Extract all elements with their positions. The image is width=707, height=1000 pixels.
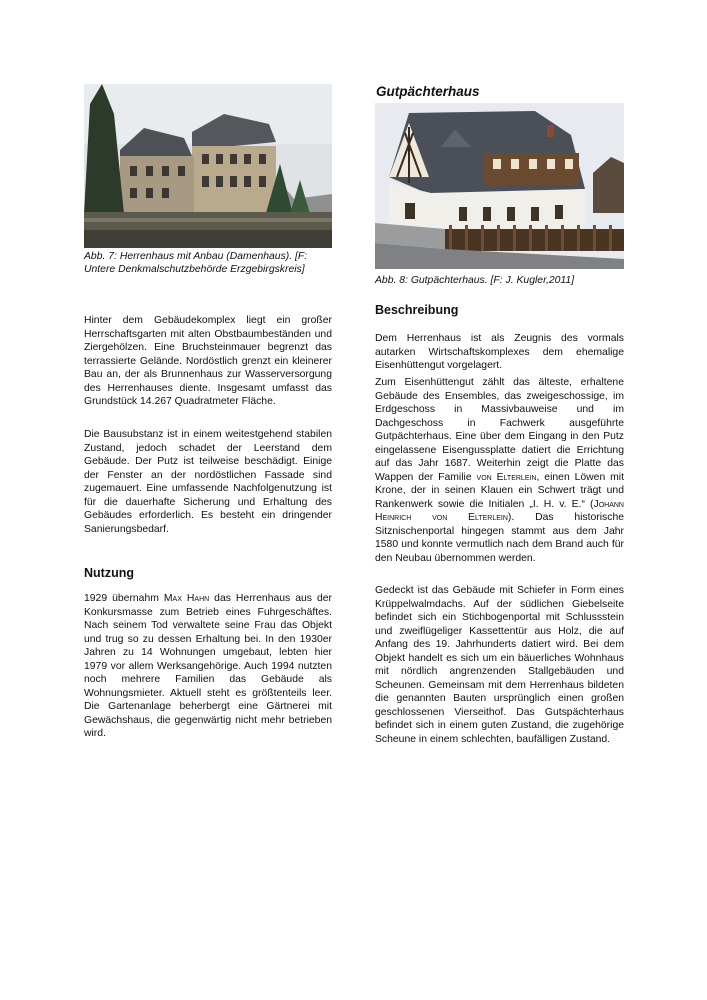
gutpaechterhaus-headline: Gutpächterhaus [376,84,480,99]
beschreibung-heading: Beschreibung [375,303,459,317]
nutzung-text-end: das Herrenhaus aus der Konkursmasse zum Betrieb eines Fuhrgeschäftes. Nach seinem Tod verwaltete seine Frau das Objekt und trug so zu dessen Erhaltung bei. In den 1930er Jahren zu 14 Wohnungen umgebaut, lebten hier 1979 vor allem Werksangehörige. Auch 1994 nutzten noch mehrere Familien das Gebäude als Wohnungsmieter. Aktuell steht es größtenteils leer. Die Gartenanlage beherbergt eine Gärtnerei mit Gewächshaus, die gegenwärtig nicht mehr betrieben wird. [84,593,332,739]
figure-8-photo [375,103,624,269]
beschreibung-intro-paragraph: Dem Herrenhaus ist als Zeugnis des vormals autarken Wirtschaftskomplexes dem ehemalige Eisenhüttengut vorgelagert. [375,333,624,371]
nutzung-text-start: 1929 übernahm [84,593,164,604]
family-name: von Elterlein [476,471,537,483]
garden-paragraph: Hinter dem Gebäudekomplex liegt ein großer Herrschaftsgarten mit alten Obstbaumbeständen und Ziergehölzen. Eine Bruchsteinmauer begrenzt das terrassierte Gelände. Nordöstlich grenzt ein kleinerer Bau an, der als Brunnenhaus zur Wasserversorgung des Herrenhauses diente. Insgesamt umfasst das Grundstück 14.267 Quadratmeter Fläche. [84,315,332,407]
eisenhuettengut-text-a: Zum Eisenhüttengut zählt das älteste, erhaltene Gebäude des Ensembles, das zweigeschossige, im Erdgeschoss in Massivbauweise und im Dachgeschoss in Fachwerk ausgeführte Gutpächterhaus. Eine über dem Eingang in den Putz eingelassene Eisengussplatte datiert die Errichtung auf das Jahr 1687. Weiterhin zeigt die Platte das Wappen der Familie [375,377,624,483]
initials-name: Johann Heinrich von Elterlein [375,498,624,523]
figure-7-photo [84,84,332,248]
eisenhuettengut-paragraph [375,376,624,565]
nutzung-paragraph [84,592,332,741]
eisenhuettengut-text-c: ). Das historische Sitznischenportal hingegen stammt aus dem Jahr 1580 und konnte vermutlich nach dem Brand auch für den Neubau übernommen werden. [375,512,625,564]
figure-8-caption: Abb. 8: Gutpächterhaus. [F: J. Kugler,2011] [375,275,575,286]
eisenhuettengut-text-b: , einen Löwen mit Krone, der in seinen Klauen ein Schwert trägt und Rankenwerk sowie die Initialen „I. H. v. E.“ ( [375,471,625,510]
condition-paragraph: Die Bausubstanz ist in einem weitestgehend stabilen Zustand, jedoch schadet der Leerstand dem Gebäude. Der Putz ist teilweise beschädigt. Einige der Fenster an der nordöstlichen Fassade sind zugemauert. Eine umfassende Nachfolgenutzung ist für die dauerhafte Sicherung und Erhaltung des Gebäudes erforderlich. Es besteht ein dringender Sanierungsbedarf. [84,429,332,535]
roof-description-paragraph: Gedeckt ist das Gebäude mit Schiefer in Form eines Krüppelwalmdachs. Auf der südlichen Giebelseite befindet sich ein Stichbogenportal mit Schlussstein und zweiflügeliger Kassettentür aus Holz, die auf Anfang des 19. Jahrhunderts datiert wird. Bei dem Objekt handelt es sich um ein bäuerliches Wohnhaus mit nördlich angrenzenden Stallgebäuden und Scheunen. Gemeinsam mit dem Herrenhaus bildeten die genannten Bauten ursprünglich einen großen geschlossenen Vierseithof. Das Gutspächterhaus befindet sich in einem guten Zustand, die zugehörige Scheune in einem schlechten, baufälligen Zustand. [375,585,624,745]
figure-7-caption: Abb. 7: Herrenhaus mit Anbau (Damenhaus). [F: Untere Denkmalschutzbehörde Erzgebirgskreis] [84,251,308,275]
person-name: Max Hahn [163,593,210,604]
nutzung-heading: Nutzung [84,566,134,580]
